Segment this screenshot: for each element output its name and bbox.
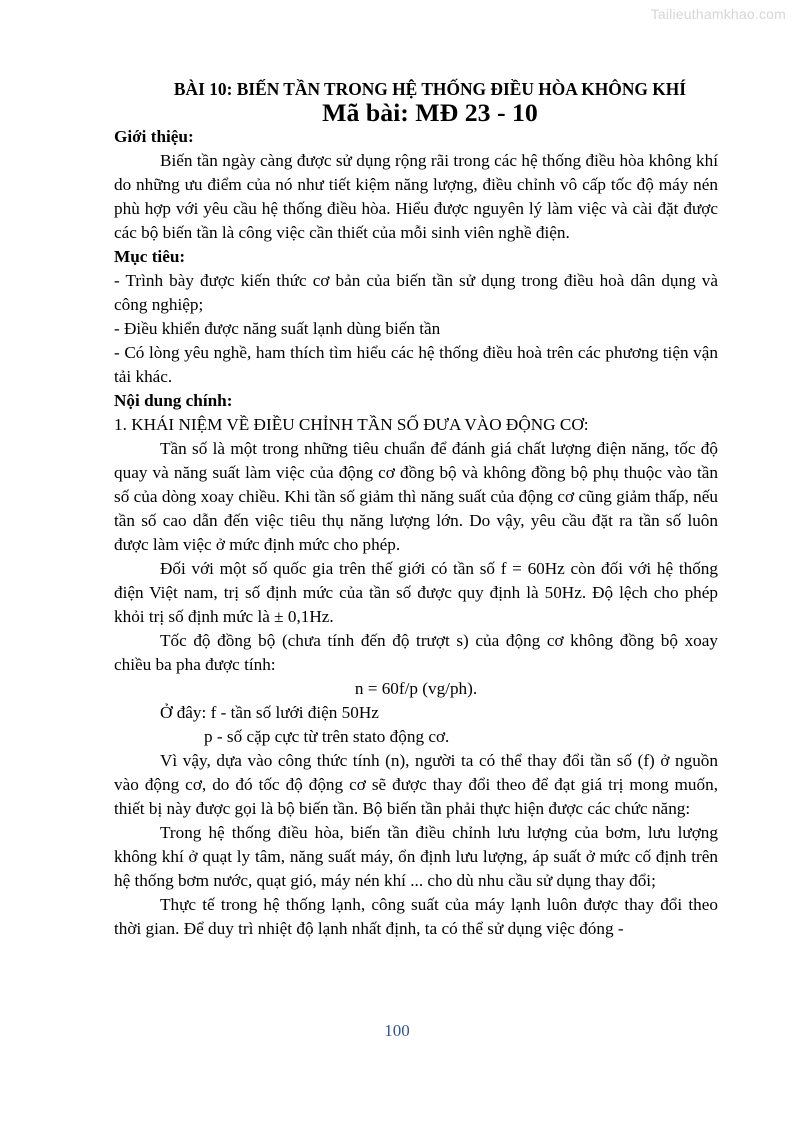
watermark: Tailieuthamkhao.com [650, 6, 786, 22]
formula-note: Ở đây: f - tần số lưới điện 50Hz [160, 703, 379, 722]
paragraph: Vì vậy, dựa vào công thức tính (n), người ta có thể thay đổi tần số (f) ở nguồn vào động cơ, do đó tốc độ động cơ sẽ được thay đổi theo để đạt giá trị mong muốn, thiết bị này được gọi là bộ biến tần. Bộ biến tần phải thực hiện được các chức năng: [114, 751, 718, 818]
lesson-code: Mã bài: MĐ 23 - 10 [322, 98, 538, 127]
main-heading: Nội dung chính: [114, 391, 233, 410]
paragraph: Đối với một số quốc gia trên thế giới có tần số f = 60Hz còn đối với hệ thống điện Việt nam, trị số định mức của tần số được quy định là 50Hz. Độ lệch cho phép khỏi trị số định mức là ± 0,1Hz. [114, 559, 718, 626]
formula-note: p - số cặp cực từ trên stato động cơ. [204, 727, 450, 746]
paragraph: Tần số là một trong những tiêu chuẩn để đánh giá chất lượng điện năng, tốc độ quay và năng suất làm việc của động cơ đồng bộ và không đồng bộ phụ thuộc vào tần số của dòng xoay chiều. Khi tần số giảm thì năng suất của động cơ cũng giảm thấp, nếu tần số cao dẫn đến việc tiêu thụ năng lượng lớn. Do vậy, yêu cầu đặt ra tần số luôn được làm việc ở mức định mức cho phép. [114, 439, 718, 554]
paragraph: Tốc độ đồng bộ (chưa tính đến độ trượt s) của động cơ không đồng bộ xoay chiều ba pha được tính: [114, 631, 718, 674]
objective-item: - Điều khiển được năng suất lạnh dùng biến tần [114, 319, 441, 338]
paragraph: Trong hệ thống điều hòa, biến tần điều chỉnh lưu lượng của bơm, lưu lượng không khí ở quạt ly tâm, năng suất máy, ổn định lưu lượng, áp suất ở mức cố định trên hệ thống bơm nước, quạt gió, máy nén khí ... cho dù nhu cầu sử dụng thay đổi; [114, 823, 718, 890]
page-number: 100 [384, 1021, 410, 1040]
objective-item: - Trình bày được kiến thức cơ bản của biến tần sử dụng trong điều hoà dân dụng và công nghiệp; [114, 271, 718, 314]
lesson-title: BÀI 10: BIẾN TẦN TRONG HỆ THỐNG ĐIỀU HÒA KHÔNG KHÍ [173, 79, 687, 99]
intro-heading: Giới thiệu: [114, 127, 194, 146]
section-heading: 1. KHÁI NIỆM VỀ ĐIỀU CHỈNH TẦN SỐ ĐƯA VÀO ĐỘNG CƠ: [114, 415, 589, 434]
objectives-heading: Mục tiêu: [114, 247, 186, 266]
paragraph: Thực tế trong hệ thống lạnh, công suất của máy lạnh luôn được thay đổi theo thời gian. Để duy trì nhiệt độ lạnh nhất định, ta có thể sử dụng việc đóng - [114, 895, 718, 938]
objective-item: - Có lòng yêu nghề, ham thích tìm hiểu các hệ thống điều hoà trên các phương tiện vận tải khác. [114, 343, 718, 386]
intro-paragraph: Biến tần ngày càng được sử dụng rộng rãi trong các hệ thống điều hòa không khí do những ưu điểm của nó như tiết kiệm năng lượng, điều chỉnh vô cấp tốc độ máy nén phù hợp với yêu cầu hệ thống điều hòa. Hiểu được nguyên lý làm việc và cài đặt được các bộ biến tần là công việc cần thiết của mỗi sinh viên nghề điện. [114, 151, 718, 242]
formula: n = 60f/p (vg/ph). [354, 679, 478, 698]
page-content [114, 77, 718, 941]
